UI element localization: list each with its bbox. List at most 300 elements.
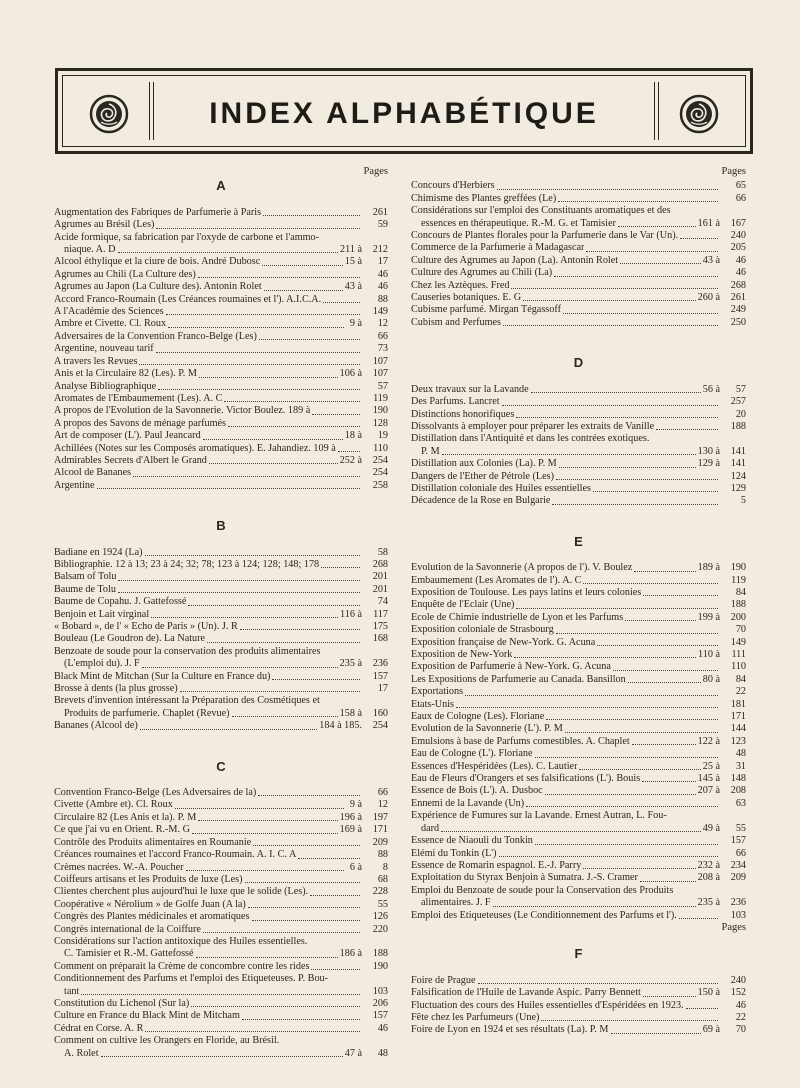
page-range-start: 189 à bbox=[697, 562, 720, 574]
leader-dots bbox=[565, 732, 718, 733]
index-entry bbox=[54, 318, 388, 330]
entry-title: Acide formique, sa fabrication par l'oxyde de carbone et l'ammo- bbox=[54, 231, 320, 243]
page-number: 5 bbox=[740, 495, 746, 507]
page-number: 188 bbox=[372, 948, 388, 960]
index-entry bbox=[54, 695, 388, 707]
page-number: 141 bbox=[730, 445, 746, 457]
index-entry bbox=[411, 421, 746, 433]
index-section bbox=[411, 948, 746, 1036]
page-number: 17 bbox=[377, 256, 388, 268]
leader-dots bbox=[232, 716, 338, 717]
entry-title: A travers les Revues bbox=[54, 355, 138, 367]
entry-title: Causeries botaniques. E. G bbox=[411, 292, 522, 304]
leader-dots bbox=[242, 1019, 360, 1020]
index-entry bbox=[54, 671, 388, 683]
entry-title: Analyse Bibliographique bbox=[54, 380, 157, 392]
entry-title: Adversaires de la Convention Franco-Belge (Les) bbox=[54, 330, 257, 342]
leader-dots bbox=[531, 392, 701, 393]
leader-dots bbox=[240, 629, 360, 630]
index-entry bbox=[54, 443, 388, 455]
index-entry bbox=[411, 860, 746, 872]
entry-title: Baume de Tolu bbox=[54, 583, 116, 595]
leader-dots bbox=[686, 1008, 718, 1009]
entry-title: Convention Franco-Belge (Les Adversaires de la) bbox=[54, 787, 257, 799]
leader-dots bbox=[552, 504, 718, 505]
index-entry bbox=[411, 599, 746, 611]
section-letter: C bbox=[216, 758, 226, 774]
leader-dots bbox=[642, 781, 695, 782]
leader-dots bbox=[503, 325, 718, 326]
leader-dots bbox=[101, 1056, 343, 1057]
leader-dots bbox=[192, 833, 338, 834]
index-entry bbox=[54, 936, 388, 948]
page-number: 48 bbox=[735, 748, 746, 760]
page-range-start: 260 à bbox=[697, 292, 720, 304]
leader-dots bbox=[199, 377, 338, 378]
leader-dots bbox=[526, 806, 718, 807]
entry-title: Dissolvants à employer pour préparer les extraits de Vanille bbox=[411, 420, 655, 432]
page-number: 107 bbox=[372, 368, 388, 380]
page-number: 124 bbox=[730, 470, 746, 482]
entry-title: Argentine, nouveau tarif bbox=[54, 343, 154, 355]
section-letter: D bbox=[573, 355, 584, 371]
index-entry bbox=[411, 773, 746, 785]
leader-dots bbox=[118, 252, 339, 253]
entry-title: Cédrat en Corse. A. R bbox=[54, 1022, 144, 1034]
page-number: 17 bbox=[377, 683, 388, 695]
page-number: 70 bbox=[735, 624, 746, 636]
page-number: 261 bbox=[730, 292, 746, 304]
index-entry bbox=[411, 280, 746, 292]
leader-dots bbox=[625, 620, 695, 621]
leader-dots bbox=[323, 302, 360, 303]
section-letter: A bbox=[216, 178, 226, 194]
index-entry bbox=[411, 458, 746, 470]
page-number: 240 bbox=[730, 230, 746, 242]
leader-dots bbox=[556, 633, 718, 634]
entry-title: Coiffeurs artisans et les Produits de luxe (Les) bbox=[54, 873, 243, 885]
index-entry bbox=[411, 230, 746, 242]
entry-title: Emulsions à base de Parfums comestibles. A. Chaplet bbox=[411, 735, 630, 747]
index-entry bbox=[54, 467, 388, 479]
index-entry bbox=[411, 711, 746, 723]
index-entry bbox=[411, 292, 746, 304]
entry-title: Les Expositions de Parfumerie au Canada. Bansillon bbox=[411, 673, 626, 685]
leader-dots bbox=[272, 679, 360, 680]
page-range-start: 56 à bbox=[702, 383, 720, 395]
page-range-start: 196 à bbox=[339, 811, 362, 823]
entry-title: A propos de l'Evolution de la Savonnerie. Victor Boulez. 189 à bbox=[54, 405, 311, 417]
leader-dots bbox=[196, 957, 338, 958]
leader-dots bbox=[207, 642, 360, 643]
page-number: 65 bbox=[735, 180, 746, 192]
leader-dots bbox=[168, 327, 344, 328]
entry-title: Coopérative « Nérolium » de Golfe Juan (A la) bbox=[54, 898, 246, 910]
entry-title: Culture en France du Black Mint de Mitcham bbox=[54, 1010, 240, 1022]
entry-title: Culture des Agrumes au Japon (La). Antonin Rolet bbox=[411, 254, 619, 266]
entry-title: Exportations bbox=[411, 686, 464, 698]
leader-dots bbox=[593, 491, 718, 492]
index-entry bbox=[54, 232, 388, 244]
page-number: 200 bbox=[730, 611, 746, 623]
index-entry bbox=[54, 973, 388, 985]
entry-title: Contrôle des Produits alimentaires en Roumanie bbox=[54, 836, 252, 848]
page-number: 254 bbox=[372, 454, 388, 466]
page-number: 175 bbox=[372, 621, 388, 632]
entry-title: Produits de parfumerie. Chaplet (Revue) bbox=[64, 707, 230, 719]
index-entry bbox=[54, 874, 388, 886]
page-number: 190 bbox=[730, 562, 746, 574]
page-number: 171 bbox=[730, 711, 746, 723]
leader-dots bbox=[632, 744, 696, 745]
leader-dots bbox=[180, 691, 360, 692]
entry-title: Ennemi de la Lavande (Un) bbox=[411, 797, 525, 809]
title-banner bbox=[55, 68, 753, 154]
page-number: 254 bbox=[372, 467, 388, 479]
page-number: 126 bbox=[372, 911, 388, 923]
page-number: 228 bbox=[372, 886, 388, 898]
index-entry bbox=[411, 810, 746, 822]
entry-title: Badiane en 1924 (La) bbox=[54, 546, 143, 558]
index-entry bbox=[54, 824, 388, 836]
entry-title: alimentaires. J. F bbox=[421, 897, 491, 909]
index-entry bbox=[411, 761, 746, 773]
index-entry bbox=[54, 646, 388, 658]
entry-title: Comment on préparait la Crème de concombre contre les rides bbox=[54, 960, 310, 972]
page-number: 236 bbox=[372, 658, 388, 670]
entry-title: Décadence de la Rose en Bulgarie bbox=[411, 495, 551, 507]
leader-dots bbox=[156, 352, 360, 353]
leader-dots bbox=[338, 451, 360, 452]
page-number: 268 bbox=[730, 279, 746, 291]
leader-dots bbox=[321, 567, 360, 568]
page-number: 119 bbox=[373, 392, 388, 404]
entry-title: Exploitation du Styrax Benjoin à Sumatra. J.-S. Cramer bbox=[411, 872, 638, 884]
entry-title: Bouleau (Le Goudron de). La Nature bbox=[54, 633, 206, 645]
index-entry bbox=[54, 547, 388, 559]
page-number: 157 bbox=[372, 670, 388, 682]
leader-dots bbox=[554, 276, 718, 277]
page-number: 103 bbox=[730, 909, 746, 921]
index-entry bbox=[411, 471, 746, 483]
index-entry bbox=[54, 331, 388, 343]
index-entry bbox=[54, 708, 388, 720]
page-number: 46 bbox=[735, 267, 746, 279]
index-entry bbox=[54, 571, 388, 583]
page-number: 167 bbox=[730, 217, 746, 229]
index-entry bbox=[411, 409, 746, 421]
entry-title: Comment on cultive les Orangers en Floride, au Brésil. bbox=[54, 1035, 280, 1047]
page-number: 144 bbox=[730, 723, 746, 735]
leader-dots bbox=[563, 313, 718, 314]
index-entry bbox=[54, 862, 388, 874]
index-entry bbox=[411, 987, 746, 999]
page-number: 249 bbox=[730, 304, 746, 316]
page-range-start: 47 à bbox=[344, 1047, 362, 1059]
entry-title: Conditionnement des Parfums et l'emploi des Etiqueteuses. P. Bou- bbox=[54, 973, 329, 985]
page-number: 160 bbox=[372, 707, 388, 719]
leader-dots bbox=[545, 794, 696, 795]
page-number: 212 bbox=[372, 244, 388, 256]
index-entry bbox=[54, 986, 388, 998]
page-number: 148 bbox=[730, 773, 746, 785]
page-range-start: 161 à bbox=[697, 217, 720, 229]
leader-dots bbox=[558, 201, 718, 202]
page-number: 59 bbox=[377, 219, 388, 231]
index-entry bbox=[411, 699, 746, 711]
leader-dots bbox=[611, 1033, 701, 1034]
page-number: 84 bbox=[735, 673, 746, 685]
index-entry bbox=[54, 244, 388, 256]
leader-dots bbox=[252, 920, 361, 921]
page-number: 103 bbox=[372, 985, 388, 997]
page-number: 84 bbox=[735, 586, 746, 598]
entry-title: Bananes (Alcool de) bbox=[54, 720, 138, 732]
index-entry bbox=[54, 1023, 388, 1035]
entry-title: Considérations sur l'emploi des Constituants aromatiques et des bbox=[411, 205, 671, 217]
leader-dots bbox=[175, 808, 344, 809]
leader-dots bbox=[497, 189, 718, 190]
index-entry bbox=[54, 961, 388, 973]
leader-dots bbox=[579, 769, 700, 770]
page-number: 258 bbox=[372, 479, 388, 491]
page-number: 68 bbox=[377, 873, 388, 885]
page-range-start: 207 à bbox=[697, 785, 720, 797]
leader-dots bbox=[546, 719, 718, 720]
entry-title: Culture des Agrumes au Chili (La) bbox=[411, 267, 553, 279]
index-section bbox=[411, 357, 746, 507]
page-number: 152 bbox=[730, 987, 746, 999]
index-entry bbox=[411, 384, 746, 396]
entry-title: Fête chez les Parfumeurs (Une) bbox=[411, 1011, 540, 1023]
index-entry bbox=[411, 736, 746, 748]
entry-title: Exposition de New-York bbox=[411, 649, 513, 660]
index-entry bbox=[54, 683, 388, 695]
entry-title: Cubisme parfumé. Mirgan Tégassoff bbox=[411, 304, 561, 316]
entry-title: Commerce de la Parfumerie à Madagascar bbox=[411, 242, 585, 254]
entry-title: Considérations sur l'action antitoxique des Huiles essentielles. bbox=[54, 935, 308, 947]
index-entry bbox=[411, 637, 746, 649]
pages-header: Pages bbox=[363, 166, 388, 177]
page-number: 57 bbox=[377, 380, 388, 392]
leader-dots bbox=[586, 251, 718, 252]
entry-title: Essence de Bois (L'). A. Dusboc bbox=[411, 785, 543, 797]
index-entry bbox=[411, 495, 746, 507]
entry-title: niaque. A. D bbox=[64, 244, 116, 256]
page-number: 188 bbox=[730, 599, 746, 611]
page-range-start: 6 à bbox=[349, 861, 362, 873]
entry-title: Civette (Ambre et). Cl. Roux bbox=[54, 799, 173, 811]
entry-title: Eau de Cologne (L'). Floriane bbox=[411, 748, 533, 760]
leader-dots bbox=[514, 657, 696, 658]
entry-title: Achillées (Notes sur les Composés aromatiques). E. Jahandiez. 109 à bbox=[54, 442, 336, 454]
leader-dots bbox=[118, 592, 360, 593]
leader-dots bbox=[311, 969, 360, 970]
page-range-start: 110 à bbox=[698, 649, 720, 660]
page-range-start: 150 à bbox=[697, 987, 720, 999]
page-number: 197 bbox=[372, 811, 388, 823]
section-letter: F bbox=[574, 946, 583, 962]
page-number: 171 bbox=[372, 824, 388, 836]
entry-title: Argentine bbox=[54, 479, 95, 491]
leader-dots bbox=[140, 729, 318, 730]
index-entry bbox=[411, 897, 746, 909]
index-entry bbox=[54, 886, 388, 898]
page-number: 19 bbox=[377, 430, 388, 442]
entry-title: Brosse à dents (la plus grosse) bbox=[54, 683, 178, 695]
index-entry bbox=[54, 269, 388, 281]
entry-title: Clientes cherchent plus aujourd'hui le luxe que le solide (Les). bbox=[54, 886, 309, 898]
index-section bbox=[54, 520, 388, 733]
index-section bbox=[54, 758, 388, 1060]
entry-title: Black Mint de Mitchan (Sur la Culture en France du) bbox=[54, 670, 271, 682]
page-range-start: 235 à bbox=[339, 658, 362, 670]
leader-dots bbox=[541, 1020, 718, 1021]
page-number: 119 bbox=[731, 574, 746, 586]
index-entry bbox=[54, 306, 388, 318]
leader-dots bbox=[97, 488, 360, 489]
leader-dots bbox=[516, 417, 718, 418]
index-entry bbox=[54, 559, 388, 571]
leader-dots bbox=[511, 288, 718, 289]
page-number: 55 bbox=[377, 898, 388, 910]
page-number: 209 bbox=[730, 872, 746, 884]
page-range-start: 199 à bbox=[697, 611, 720, 623]
index-entry bbox=[411, 396, 746, 408]
entry-title: Exposition de Parfumerie à New-York. G. Acuna bbox=[411, 661, 611, 673]
page-number: 250 bbox=[730, 316, 746, 328]
entry-title: Alcool de Bananes bbox=[54, 467, 131, 479]
entry-title: Benjoin et Lait virginal bbox=[54, 608, 150, 620]
index-entry bbox=[54, 281, 388, 293]
page-number: 70 bbox=[735, 1024, 746, 1036]
index-entry bbox=[411, 661, 746, 673]
page-number: 206 bbox=[372, 997, 388, 1009]
entry-title: Emploi des Etiqueteuses (Le Conditionnement des Parfums et l'). bbox=[411, 909, 677, 921]
page-number: 22 bbox=[735, 686, 746, 698]
entry-title: Eau de Fleurs d'Orangers et ses falsifications (L'). Bouis bbox=[411, 773, 641, 785]
index-entry bbox=[411, 433, 746, 445]
entry-title: Concours de Plantes florales pour la Parfumerie dans le Var (Un). bbox=[411, 230, 679, 242]
page-number: 88 bbox=[377, 849, 388, 861]
index-entry bbox=[411, 848, 746, 860]
page-number: 190 bbox=[372, 405, 388, 417]
page-number: 149 bbox=[730, 636, 746, 648]
banner-inner-frame bbox=[62, 75, 746, 147]
page-number: 201 bbox=[372, 583, 388, 595]
page-number: 8 bbox=[382, 861, 388, 873]
entry-title: P. M bbox=[421, 445, 440, 457]
page-number: 208 bbox=[730, 785, 746, 797]
page-number: 168 bbox=[372, 633, 388, 645]
index-entry bbox=[54, 609, 388, 621]
entry-title: Cubism and Perfumes bbox=[411, 316, 501, 328]
index-entry bbox=[411, 218, 746, 230]
page-number: 66 bbox=[377, 787, 388, 799]
entry-title: Chimisme des Plantes greffées (Le) bbox=[411, 192, 557, 204]
leader-dots bbox=[442, 454, 696, 455]
index-entry bbox=[54, 1048, 388, 1060]
leader-dots bbox=[198, 820, 337, 821]
page-number: 110 bbox=[373, 442, 388, 454]
entry-title: Dangers de l'Ether de Pétrole (Les) bbox=[411, 470, 554, 482]
leader-dots bbox=[209, 463, 338, 464]
page-range-start: 116 à bbox=[340, 608, 362, 620]
leader-dots bbox=[643, 996, 696, 997]
page-range-start: 232 à bbox=[697, 859, 720, 871]
entry-title: Crèmes nacrées. W.-A. Poucher bbox=[54, 861, 184, 873]
index-entry bbox=[411, 798, 746, 810]
index-entry bbox=[54, 1010, 388, 1022]
page-number: 73 bbox=[377, 343, 388, 355]
page-number: 181 bbox=[730, 698, 746, 710]
page-range-start: 43 à bbox=[344, 281, 362, 293]
page-number: 205 bbox=[730, 242, 746, 254]
leader-dots bbox=[441, 831, 701, 832]
page-range-start: 15 à bbox=[344, 256, 362, 268]
entry-title: Art de composer (L'). Paul Jeancard bbox=[54, 430, 201, 442]
entry-title: Augmentation des Fabriques de Parfumerie à Paris bbox=[54, 206, 262, 218]
entry-title: Expérience de Fumures sur la Lavande. Ernest Autran, L. Fou- bbox=[411, 810, 667, 822]
leader-dots bbox=[245, 882, 360, 883]
leader-dots bbox=[310, 895, 360, 896]
page-number: 58 bbox=[377, 546, 388, 558]
index-entry bbox=[411, 674, 746, 686]
index-entry bbox=[411, 649, 746, 661]
entry-title: Emploi du Benzoate de soude pour la Conservation des Produits bbox=[411, 884, 674, 896]
leader-dots bbox=[203, 932, 360, 933]
page-number: 201 bbox=[372, 571, 388, 583]
entry-title: Embaumement (Les Aromates de l'). A. C bbox=[411, 574, 582, 586]
entry-title: Créances roumaines et l'accord Franco-Roumain. A. I. C. A bbox=[54, 849, 297, 861]
page-number: 190 bbox=[372, 960, 388, 972]
index-entry bbox=[54, 393, 388, 405]
index-column-left bbox=[54, 166, 388, 1088]
page-number: 66 bbox=[735, 192, 746, 204]
index-entry bbox=[411, 910, 746, 922]
index-entry bbox=[411, 317, 746, 329]
index-entry bbox=[411, 723, 746, 735]
index-entry bbox=[411, 785, 746, 797]
index-entry bbox=[54, 596, 388, 608]
entry-title: Evolution de la Savonnerie (A propos de l'). V. Boulez bbox=[411, 562, 633, 574]
page-range-start: 106 à bbox=[339, 368, 362, 380]
page-range-start: 130 à bbox=[697, 445, 720, 457]
entry-title: Distillation dans l'Antiquité et dans les contrées exotiques. bbox=[411, 433, 650, 445]
page-number: 88 bbox=[377, 293, 388, 305]
leader-dots bbox=[502, 405, 718, 406]
index-entry bbox=[411, 255, 746, 267]
leader-dots bbox=[535, 844, 718, 845]
leader-dots bbox=[640, 881, 696, 882]
page-number: 157 bbox=[372, 1010, 388, 1022]
index-entry bbox=[411, 587, 746, 599]
leader-dots bbox=[465, 695, 718, 696]
index-entry bbox=[54, 837, 388, 849]
index-entry bbox=[411, 304, 746, 316]
page-number: 254 bbox=[372, 720, 388, 732]
page-number: 117 bbox=[373, 608, 388, 620]
index-entry bbox=[411, 1012, 746, 1024]
index-entry bbox=[54, 899, 388, 911]
entry-title: tant bbox=[64, 985, 80, 997]
index-entry bbox=[411, 562, 746, 574]
index-entry bbox=[411, 193, 746, 205]
entry-title: Essences d'Hespéridées (Les). C. Lautier bbox=[411, 760, 578, 772]
entry-title: Enquête de l'Eclair (Une) bbox=[411, 599, 515, 611]
leader-dots bbox=[259, 339, 360, 340]
index-entry bbox=[411, 835, 746, 847]
